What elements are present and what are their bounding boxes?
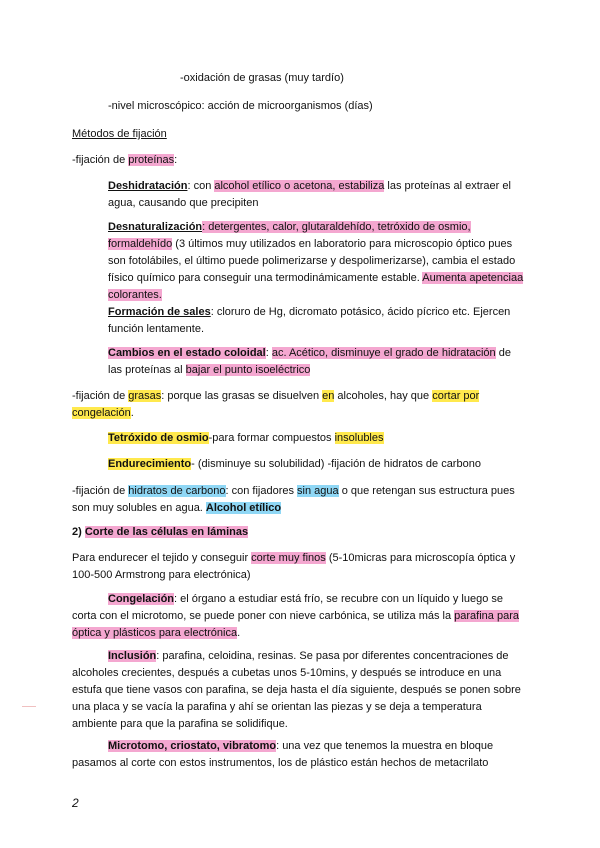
microscopico-line: -nivel microscópico: acción de microorganismos (días) [108,100,373,112]
fijacion-proteinas [72,153,177,168]
text-segment: : [174,154,178,166]
term-endurecimiento: Endurecimiento [108,458,192,470]
term-coloidal: Cambios en el estado coloidal [108,347,266,359]
section-title: Corte de las células en láminas [84,526,249,538]
term-inclusion: Inclusión [108,650,157,662]
text-segment: -fijación de [72,390,129,402]
page-number: 2 [72,796,79,810]
highlight-pink: parafina para óptica y plásticos para electrónica [72,610,519,639]
text-segment: : porque las grasas se disuelven [161,390,323,402]
hidratos-paragraph [72,483,528,517]
congelacion-paragraph [72,591,528,642]
text-segment: : [265,347,272,359]
highlight-yellow: insolubles [334,432,384,444]
deshidratacion-paragraph [108,178,526,212]
highlight-yellow: grasas [128,390,162,402]
text-segment: (5-10micras para microscopía óptica y 100-500 Armstrong para electrónica) [72,552,516,581]
text-segment: : con [187,180,215,192]
highlight-pink: : detergentes, calor, glutaraldehído, tetróxido de osmio, formaldehído [108,221,471,250]
text-segment: Para endurecer el tejido y conseguir [72,552,252,564]
endurecimiento-line [108,457,481,472]
term-deshidratacion: Deshidratación [108,180,188,192]
tetroxido-line [108,431,384,446]
text-segment: : con fijadores [225,485,298,497]
oxidacion-line: -oxidación de grasas (muy tardío) [180,72,344,84]
text-segment: de las proteínas al [108,347,511,376]
term-microtomo: Microtomo, criostato, vibratomo [108,740,277,752]
highlight-blue: hidratos de carbono [128,485,226,497]
term-congelacion: Congelación [108,593,175,605]
text-segment: -fijación de [72,154,129,166]
text-segment: alcoholes, hay que [334,390,433,402]
text-segment: : el órgano a estudiar está frío, se recubre con un líquido y luego se corta con el microtomo, se puede poner con nieve carbónica, se utiliza más la [72,593,503,622]
highlight-pink: proteínas [128,154,175,166]
metodos-heading: Métodos de fijación [72,128,167,140]
text-segment: o que retengan sus estructura pues son muy solubles en agua. [72,485,515,514]
coloidal-paragraph [108,345,526,379]
text-segment: las proteínas al extraer el agua, causando que precipiten [108,180,511,209]
inclusion-paragraph [72,648,528,733]
endurecer-paragraph [72,550,532,584]
text-segment: : parafina, celoidina, resinas. Se pasa por diferentes concentraciones de alcoholes crecientes, después a cubetas unos 5-10mins, y después se introduce en una estufa que tiene vasos con parafina, se deja hasta el día siguiente, después se ponen sobre una placa y se vacía la parafina y ahí se orientan las piezas y se deja a temperatura ambiente para que la parafina se solidifique. [72,650,521,730]
text-segment: : una vez que tenemos la muestra en bloque pasamos al corte con estos instrumentos, los de plástico están hechos de metacrilato [72,740,494,769]
text-segment: - (disminuye su solubilidad) -fijación de hidratos de carbono [191,458,481,470]
highlight-yellow: cortar por congelación [72,390,480,419]
margin-mark [22,706,36,707]
text-segment: : cloruro de Hg, dicromato potásico, ácido pícrico etc. Ejercen función lentamente. [108,306,511,335]
highlight-blue: sin agua [297,485,339,497]
text-segment: . [237,627,241,639]
highlight-pink: bajar el punto isoeléctrico [185,364,311,376]
highlight-blue-bold: Alcohol etílico [205,502,282,514]
sales-paragraph [108,304,526,338]
highlight-yellow: en [322,390,335,402]
text-segment: -fijación de [72,485,129,497]
term-desnaturalizacion: Desnaturalización [108,221,203,233]
corte-heading [72,525,248,540]
highlight-pink: Aumenta apetenciaa colorantes. [108,272,524,301]
term-sales: Formación de sales [108,306,211,318]
desnaturalizacion-paragraph [108,219,526,304]
highlight-pink: ac. Acético, disminuye el grado de hidratación [271,347,496,359]
grasas-paragraph [72,388,528,422]
text-segment: -para formar compuestos [208,432,335,444]
text-segment: (3 últimos muy utilizados en laboratorio para microscopio óptico pues son fotolábiles, el último puede polimerizarse y despolimerizarse), cambia el estado físico químico para conseguir una termodinámicamente estable. [108,238,516,284]
highlight-pink: corte muy finos [251,552,326,564]
microtomo-paragraph [72,738,528,772]
text-segment: . [130,407,134,419]
section-number: 2) [72,526,85,538]
term-tetroxido: Tetróxido de osmio [108,432,209,444]
highlight-pink: alcohol etílico o acetona, estabiliza [214,180,385,192]
